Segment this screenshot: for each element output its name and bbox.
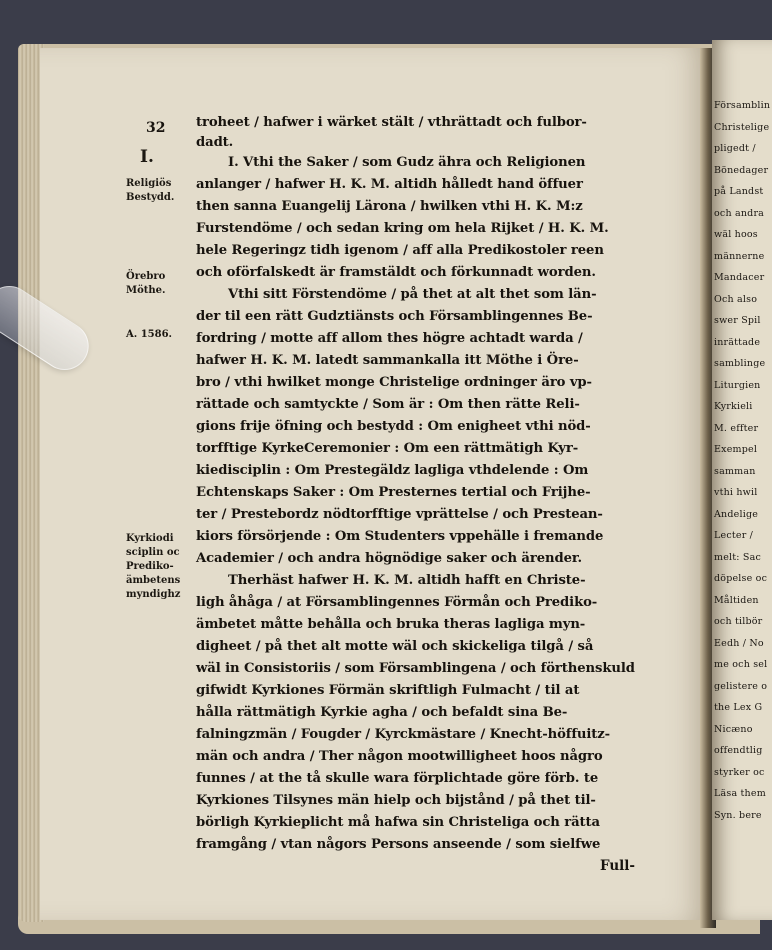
text-line: Therhäst hafwer H. K. M. altidh hafft en Christe-: [228, 573, 586, 588]
text-line: framgång / vtan någors Persons anseende / som sielfwe: [196, 837, 601, 852]
text-line: hålla rättmätigh Kyrkie agha / och befaldt sina Be-: [196, 705, 568, 720]
text-line: Echtenskaps Saker : Om Presternes tertial och Frijhe-: [196, 485, 591, 500]
text-line: Kyrkiones Tilsynes män hielp och bijstånd / på thet til-: [196, 793, 596, 808]
text-line: ligh åhåga / at Församblingennes Förmån och Prediko-: [196, 595, 598, 610]
facing-page-text-fragment: inrättade: [714, 336, 761, 348]
facing-page-text-fragment: Andelige: [714, 508, 759, 520]
text-line: Academier / och andra högnödige saker och ärender.: [196, 551, 583, 566]
facing-page-text-fragment: på Landst: [714, 186, 764, 197]
text-line: anlanger / hafwer H. K. M. altidh hålledt hand öffuer: [196, 177, 583, 192]
text-line: wäl in Consistoriis / som Församblingena / och förthenskuld: [196, 661, 635, 676]
facing-page-text-fragment: samblinge: [714, 358, 766, 369]
text-line: der til een rätt Gudztiänsts och Församblingennes Be-: [196, 309, 593, 324]
text-line: män och andra / Ther någon mootwilligheet hoos någro: [196, 749, 603, 764]
text-line: gifwidt Kyrkiones Förmän skriftligh Fulmacht / til at: [196, 683, 580, 698]
facing-page-text-fragment: Syn. bere: [714, 809, 762, 821]
text-line: bro / vthi hwilket monge Christelige ordninger äro vp-: [196, 375, 592, 390]
facing-page-text-fragment: M. effter: [714, 422, 759, 434]
facing-page-text-fragment: gelistere o: [714, 680, 768, 692]
facing-page-text-fragment: Eedh / No: [714, 637, 764, 649]
text-line: ämbetet måtte behålla och bruka theras lagliga myn-: [196, 617, 586, 632]
facing-page-text-fragment: Christelige: [714, 121, 770, 133]
facing-page-text-fragment: Exempel: [714, 444, 758, 455]
facing-page: [712, 40, 772, 920]
facing-page-text-fragment: pligedt /: [714, 143, 756, 154]
facing-page-text-fragment: Måltiden: [714, 594, 759, 606]
text-line: Vthi sitt Förstendöme / på thet at alt thet som län-: [228, 287, 597, 302]
facing-page-text-fragment: melt: Sac: [714, 551, 761, 563]
facing-page-text-fragment: Och also: [714, 293, 758, 305]
facing-page-text-fragment: samman: [714, 465, 756, 477]
catchword: Full-: [600, 858, 636, 874]
text-line: ter / Prestebordz nödtorfftige vprättelse / och Prestean-: [196, 507, 603, 522]
text-line: then sanna Euangelij Lärona / hwilken vthi H. K. M:z: [196, 199, 583, 214]
page-number: 32: [146, 120, 166, 136]
facing-page-text-fragment: me och sel: [714, 659, 768, 670]
facing-page-text-fragment: wäl hoos: [714, 229, 758, 240]
facing-page-text-fragment: offendtlig: [714, 745, 763, 756]
marginal-section-number: I.: [140, 147, 154, 167]
text-line: gions frije öfning och bestydd : Om enigheet vthi nöd-: [196, 419, 591, 434]
facing-page-text-fragment: döpelse oc: [714, 573, 768, 584]
facing-page-text-fragment: Liturgien: [714, 379, 761, 391]
text-line: falningzmän / Fougder / Kyrckmästare / Knecht-höffuitz-: [196, 727, 611, 742]
text-line: kiors försörjende : Om Studenters vppehälle i fremande: [196, 529, 604, 544]
facing-page-text-fragment: Läsa them: [714, 788, 766, 799]
marginal-note-year: A. 1586.: [126, 329, 173, 340]
text-line: hafwer H. K. M. latedt sammankalla itt Möthe i Öre-: [196, 353, 579, 368]
text-line: funnes / at the tå skulle wara förplichtade göre förb. te: [196, 771, 599, 786]
text-line: digheet / på thet alt motte wäl och skickeliga tilgå / så: [196, 639, 594, 654]
text-line: börligh Kyrkieplicht må hafwa sin Christeliga och rätta: [196, 815, 600, 830]
facing-page-text-fragment: männerne: [714, 250, 765, 262]
facing-page-text-fragment: Bönedager: [714, 164, 769, 176]
facing-page-text-fragment: the Lex G: [714, 702, 763, 713]
text-line: rättade och samtyckte / Som är : Om then rätte Reli-: [196, 397, 580, 412]
facing-page-text-fragment: Nicæno: [714, 723, 753, 735]
facing-page-text-fragment: Lecter /: [714, 530, 754, 541]
text-line: kiedisciplin : Om Prestegäldz lagliga vthdelende : Om: [196, 463, 589, 478]
facing-page-text-fragment: vthi hwil: [714, 487, 758, 498]
text-line: fordring / motte aff allom thes högre achtadt warda /: [196, 331, 583, 346]
facing-page-text-fragment: Mandacer: [714, 272, 765, 283]
facing-page-text-fragment: Kyrkieli: [714, 401, 753, 412]
text-line: Furstendöme / och sedan kring om hela Rijket / H. K. M.: [196, 221, 609, 236]
text-line: och oförfalskedt är framstäldt och förkunnadt worden.: [196, 265, 596, 280]
text-line: troheet / hafwer i wärket stält / vthrättadt och fulbor-: [196, 115, 587, 130]
text-line: I. Vthi the Saker / som Gudz ähra och Religionen: [228, 155, 586, 170]
facing-page-text-fragment: och andra: [714, 207, 765, 219]
text-line: hele Regeringz tidh igenom / aff alla Predikostoler reen: [196, 243, 604, 258]
facing-page-text-fragment: och tilbör: [714, 616, 763, 627]
text-line: dadt.: [196, 135, 234, 150]
marginal-note-religion: Religiös Bestydd.: [126, 178, 175, 203]
marginal-note-orebro: Örebro Möthe.: [126, 271, 166, 296]
facing-page-text-fragment: styrker oc: [714, 766, 765, 778]
facing-page-text-fragment: Församblin: [714, 100, 771, 111]
facing-page-text-fragment: swer Spil: [714, 315, 761, 326]
marginal-note-church-discipline: Kyrkiodi sciplin oc Predikо- ämbetens myndighz: [126, 533, 181, 600]
text-line: torfftige KyrkeCeremonier : Om een rättmätigh Kyr-: [196, 441, 579, 456]
